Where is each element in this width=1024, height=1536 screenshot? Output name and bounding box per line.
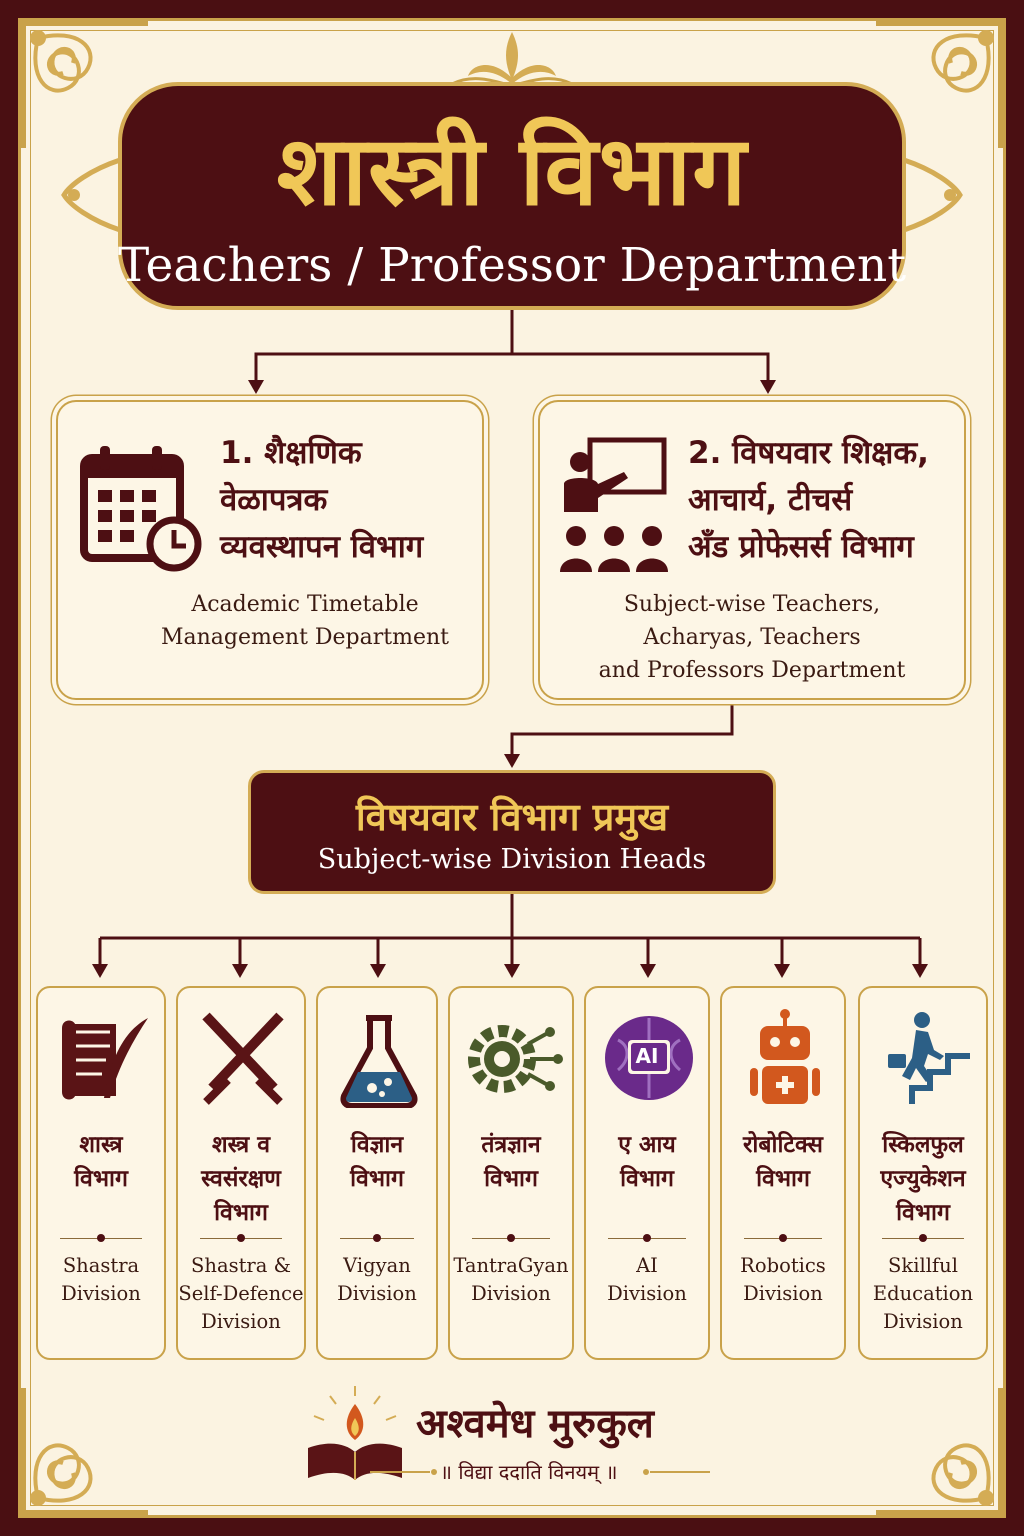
division-title-line: विभाग	[896, 1200, 950, 1226]
division-subtitle-line: AI	[636, 1254, 658, 1277]
institution-name: अश्वमेध मुरुकुल	[416, 1401, 654, 1447]
division-heads-title: विषयवार विभाग प्रमुख	[355, 795, 669, 839]
division-title-line: शस्त्र व	[211, 1132, 271, 1158]
division-subtitle-line: Division	[61, 1282, 141, 1305]
division-subtitle-line: Shastra &	[191, 1254, 291, 1277]
division-title-line: रोबोटिक्स	[743, 1132, 823, 1158]
page-subtitle: Teachers / Professor Department	[117, 238, 907, 293]
institution-motto: ॥ विद्या ददाति विनयम् ॥	[440, 1460, 618, 1484]
division-title-line: ए आय	[618, 1132, 676, 1158]
department-subtitle-line: and Professors Department	[598, 658, 906, 683]
division-subtitle-line: TantraGyan	[453, 1254, 569, 1277]
division-title-line: तंत्रज्ञान	[481, 1132, 541, 1158]
division-card-skillful-education	[858, 986, 988, 1360]
department-title-line: व्यवस्थापन विभाग	[220, 529, 424, 565]
division-subtitle-line: Division	[471, 1282, 551, 1305]
gear-circuit-icon	[462, 1014, 566, 1104]
climbing-stairs-icon	[882, 1010, 972, 1110]
division-title-line: एज्युकेशन	[880, 1166, 966, 1192]
division-title-line: विभाग	[74, 1166, 128, 1192]
division-subtitle-line: Education	[872, 1282, 974, 1305]
department-title-line: 1. शैक्षणिक	[220, 435, 362, 471]
division-subtitle-line: Self-Defence	[178, 1282, 304, 1305]
divider-dot	[97, 1234, 105, 1242]
scroll-quill-icon	[52, 1012, 154, 1108]
department-title-line: 2. विषयवार शिक्षक,	[688, 435, 929, 471]
department-subtitle-line: Acharyas, Teachers	[643, 625, 861, 650]
division-subtitle-line: Vigyan	[343, 1254, 411, 1277]
department-title-line: आचार्य, टीचर्स	[688, 482, 853, 518]
divider-dot	[643, 1234, 651, 1242]
department-card-timetable	[56, 400, 484, 700]
crossed-swords-icon	[198, 1010, 288, 1110]
flask-icon	[338, 1012, 420, 1108]
division-title-line: स्किलफुल	[882, 1132, 964, 1158]
divider-dot	[919, 1234, 927, 1242]
ai-chip-label: AI	[635, 1044, 659, 1068]
division-subtitle-line: Shastra	[62, 1254, 140, 1277]
divider-dot	[237, 1234, 245, 1242]
department-title-line: वेळापत्रक	[220, 482, 328, 518]
division-title-line: विभाग	[620, 1166, 674, 1192]
division-title-line: विभाग	[756, 1166, 810, 1192]
calendar-clock-icon	[80, 442, 204, 572]
divider-dot	[779, 1234, 787, 1242]
department-subtitle-line: Academic Timetable	[191, 592, 419, 617]
division-card-shastra	[36, 986, 166, 1360]
division-subtitle-line: Division	[743, 1282, 823, 1305]
divider-dot	[507, 1234, 515, 1242]
robot-icon	[748, 1008, 822, 1108]
division-card-ai	[584, 986, 710, 1360]
division-subtitle-line: Division	[201, 1310, 281, 1333]
division-title-line: स्वसंरक्षण	[201, 1166, 281, 1192]
department-subtitle-line: Subject-wise Teachers,	[623, 592, 881, 617]
division-title-line: विभाग	[214, 1200, 268, 1226]
division-card-shastra-self-defence	[176, 986, 306, 1360]
division-subtitle-line: Robotics	[740, 1254, 826, 1277]
division-subtitle-line: Division	[607, 1282, 687, 1305]
department-title-line: अँड प्रोफेसर्स विभाग	[688, 529, 914, 565]
division-title-line: विज्ञान	[350, 1132, 404, 1158]
division-subtitle-line: Skillful	[888, 1254, 958, 1277]
page-title: शास्त्री विभाग	[276, 115, 748, 227]
division-card-robotics	[720, 986, 846, 1360]
division-card-tantragyan	[448, 986, 574, 1360]
division-heads-subtitle: Subject-wise Division Heads	[317, 844, 707, 875]
division-title-line: विभाग	[484, 1166, 538, 1192]
teacher-board-icon	[558, 436, 674, 576]
division-subtitle-line: Division	[337, 1282, 417, 1305]
division-title-line: विभाग	[350, 1166, 404, 1192]
department-subtitle-line: Management Department	[160, 625, 450, 650]
division-subtitle-line: Division	[883, 1310, 963, 1333]
division-card-vigyan	[316, 986, 438, 1360]
division-title-line: शास्त्र	[79, 1132, 123, 1158]
department-card-teachers	[538, 400, 966, 700]
divider-dot	[373, 1234, 381, 1242]
